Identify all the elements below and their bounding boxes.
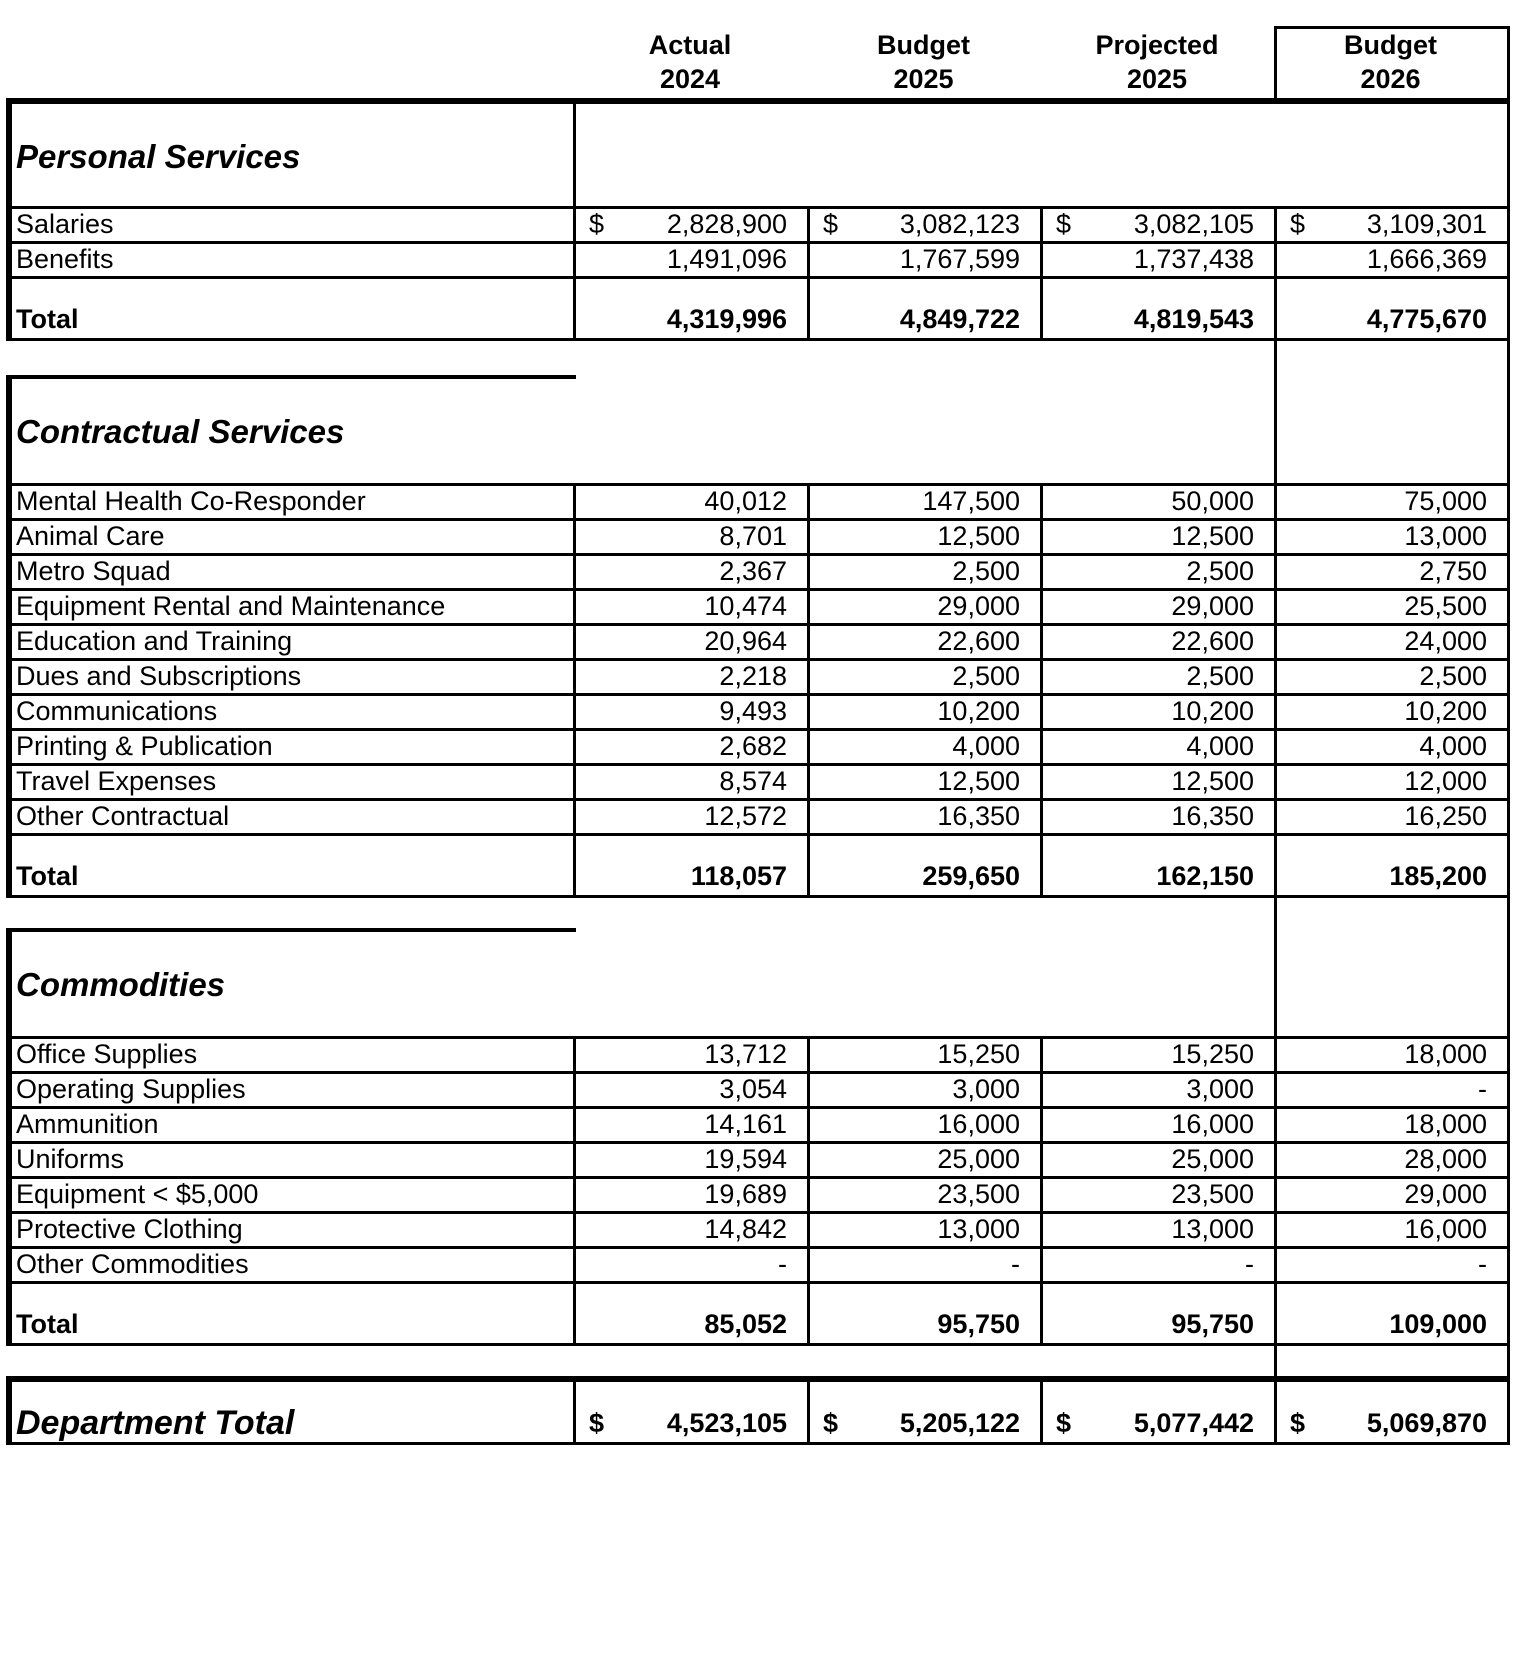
cell-value: 3,109,301	[1366, 209, 1487, 239]
cell-value: 2,218	[719, 661, 787, 691]
cell-value: 75,000	[1404, 486, 1487, 516]
column-divider	[1040, 1376, 1043, 1445]
column-header-label: Projected	[1095, 30, 1219, 60]
department-total-value: 5,069,870	[1366, 1408, 1487, 1438]
cell-value: 4,000	[1419, 731, 1487, 761]
cell-value: -	[1478, 1074, 1487, 1104]
section-title: Personal Services	[16, 138, 301, 175]
column-divider	[573, 98, 576, 341]
right-border	[1507, 888, 1510, 1346]
left-border	[6, 98, 12, 341]
cell-value: 2,367	[719, 556, 787, 586]
cell-value: 12,572	[704, 801, 787, 831]
total-label: Total	[16, 861, 79, 891]
cell-value: 3,082,105	[1133, 209, 1254, 239]
total-value: 4,849,722	[899, 304, 1020, 334]
cell-value: 147,500	[922, 486, 1020, 516]
cell-value: 16,350	[937, 801, 1020, 831]
row-label: Dues and Subscriptions	[16, 661, 302, 691]
column-divider	[1040, 483, 1043, 898]
right-border	[1507, 335, 1510, 898]
row-line	[6, 833, 1510, 836]
column-divider	[807, 483, 810, 898]
row-label: Uniforms	[16, 1144, 125, 1174]
column-divider	[1040, 1036, 1043, 1346]
left-border	[6, 375, 12, 898]
section-title: Commodities	[16, 966, 226, 1003]
cell-value: 25,000	[1171, 1144, 1254, 1174]
header-box-line	[1507, 26, 1510, 100]
cell-value: 22,600	[937, 626, 1020, 656]
cell-value: 18,000	[1404, 1109, 1487, 1139]
column-divider	[1274, 483, 1277, 898]
currency-symbol: $	[1056, 1408, 1072, 1438]
cell-value: -	[1245, 1249, 1254, 1279]
column-header-year: 2026	[1360, 64, 1421, 94]
cell-value: 10,200	[1171, 696, 1254, 726]
column-divider	[1040, 206, 1043, 341]
column-header-label: Budget	[1344, 30, 1437, 60]
header-box-line	[1274, 26, 1510, 29]
row-label: Mental Health Co-Responder	[16, 486, 366, 516]
column-header	[1276, 28, 1506, 96]
cell-value: 29,000	[1171, 591, 1254, 621]
column-header-year: 2025	[893, 64, 954, 94]
total-label: Total	[16, 304, 79, 334]
cell-value: 4,000	[1186, 731, 1254, 761]
left-border	[6, 1376, 12, 1445]
cell-value: 2,828,900	[666, 209, 787, 239]
cell-value: 2,500	[1186, 556, 1254, 586]
cell-value: 20,964	[704, 626, 787, 656]
cell-value: 2,500	[1419, 661, 1487, 691]
total-value: 4,819,543	[1133, 304, 1254, 334]
cell-value: 8,701	[719, 521, 787, 551]
cell-value: 2,500	[952, 556, 1020, 586]
row-label: Equipment Rental and Maintenance	[16, 591, 446, 621]
cell-value: 2,500	[952, 661, 1020, 691]
row-label: Office Supplies	[16, 1039, 198, 1069]
cell-value: 1,666,369	[1366, 244, 1487, 274]
cell-value: 1,491,096	[666, 244, 787, 274]
department-bottom-border	[6, 1442, 1510, 1445]
cell-value: 13,000	[937, 1214, 1020, 1244]
cell-value: 3,000	[1186, 1074, 1254, 1104]
total-label: Total	[16, 1309, 79, 1339]
column-divider	[1274, 1036, 1277, 1346]
cell-value: 2,750	[1419, 556, 1487, 586]
column-header	[1042, 28, 1272, 96]
cell-value: 12,500	[1171, 766, 1254, 796]
column-header-label: Budget	[877, 30, 970, 60]
cell-value: 40,012	[704, 486, 787, 516]
total-value: 4,319,996	[666, 304, 787, 334]
column-divider	[807, 206, 810, 341]
department-total-value: 5,205,122	[899, 1408, 1020, 1438]
total-value: 259,650	[922, 861, 1020, 891]
column-divider	[573, 1376, 576, 1445]
cell-value: 13,712	[704, 1039, 787, 1069]
row-label: Animal Care	[16, 521, 165, 551]
total-value: 95,750	[937, 1309, 1020, 1339]
row-label: Salaries	[16, 209, 114, 239]
currency-symbol: $	[1056, 209, 1072, 239]
cell-value: 10,200	[1404, 696, 1487, 726]
cell-value: -	[1478, 1249, 1487, 1279]
cell-value: 8,574	[719, 766, 787, 796]
column-divider	[1274, 338, 1277, 483]
section-bottom-border	[6, 1343, 1510, 1346]
cell-value: 18,000	[1404, 1039, 1487, 1069]
currency-symbol: $	[823, 1408, 839, 1438]
row-label: Printing & Publication	[16, 731, 273, 761]
row-label: Travel Expenses	[16, 766, 217, 796]
cell-value: 13,000	[1404, 521, 1487, 551]
column-divider	[807, 1376, 810, 1445]
row-label: Ammunition	[16, 1109, 159, 1139]
total-value: 162,150	[1156, 861, 1254, 891]
total-value: 185,200	[1389, 861, 1487, 891]
currency-symbol: $	[1290, 1408, 1306, 1438]
row-label: Other Commodities	[16, 1249, 249, 1279]
cell-value: -	[1011, 1249, 1020, 1279]
cell-value: 24,000	[1404, 626, 1487, 656]
total-value: 95,750	[1171, 1309, 1254, 1339]
cell-value: 12,000	[1404, 766, 1487, 796]
column-divider	[1274, 895, 1277, 1036]
section-title: Contractual Services	[16, 413, 345, 450]
total-value: 109,000	[1389, 1309, 1487, 1339]
row-label: Operating Supplies	[16, 1074, 246, 1104]
cell-value: 15,250	[1171, 1039, 1254, 1069]
cell-value: 3,000	[952, 1074, 1020, 1104]
column-divider	[573, 483, 576, 898]
row-label: Other Contractual	[16, 801, 230, 831]
cell-value: 16,000	[937, 1109, 1020, 1139]
row-label: Metro Squad	[16, 556, 171, 586]
column-header	[575, 28, 805, 96]
currency-symbol: $	[589, 1408, 605, 1438]
total-value: 85,052	[704, 1309, 787, 1339]
cell-value: 12,500	[937, 521, 1020, 551]
section-top-border	[6, 928, 576, 932]
currency-symbol: $	[1290, 209, 1306, 239]
column-header-label: Actual	[648, 30, 732, 60]
cell-value: 10,200	[937, 696, 1020, 726]
cell-value: 2,500	[1186, 661, 1254, 691]
right-border	[1507, 1376, 1510, 1445]
column-divider	[1274, 1376, 1277, 1445]
right-border	[1507, 98, 1510, 341]
cell-value: 15,250	[937, 1039, 1020, 1069]
cell-value: 14,161	[704, 1109, 787, 1139]
department-total-title: Department Total	[16, 1404, 295, 1442]
section-top-border	[6, 375, 576, 379]
cell-value: 3,082,123	[899, 209, 1020, 239]
cell-value: 4,000	[952, 731, 1020, 761]
cell-value: 13,000	[1171, 1214, 1254, 1244]
right-border	[1507, 1343, 1510, 1376]
cell-value: 12,500	[1171, 521, 1254, 551]
cell-value: 14,842	[704, 1214, 787, 1244]
row-label: Equipment < $5,000	[16, 1179, 259, 1209]
column-header-year: 2025	[1126, 64, 1188, 94]
cell-value: 19,689	[704, 1179, 787, 1209]
header-box-line	[1274, 26, 1277, 100]
cell-value: 16,350	[1171, 801, 1254, 831]
cell-value: 1,737,438	[1133, 244, 1254, 274]
cell-value: 29,000	[1404, 1179, 1487, 1209]
cell-value: 2,682	[719, 731, 787, 761]
cell-value: 1,767,599	[899, 244, 1020, 274]
cell-value: 10,474	[704, 591, 787, 621]
cell-value: 28,000	[1404, 1144, 1487, 1174]
cell-value: 12,500	[937, 766, 1020, 796]
cell-value: 23,500	[937, 1179, 1020, 1209]
row-line	[6, 276, 1510, 279]
cell-value: 22,600	[1171, 626, 1254, 656]
column-divider	[573, 1036, 576, 1346]
cell-value: 9,493	[719, 696, 787, 726]
cell-value: 19,594	[704, 1144, 787, 1174]
cell-value: 29,000	[937, 591, 1020, 621]
column-divider	[807, 1036, 810, 1346]
section-bottom-border	[6, 895, 1510, 898]
row-label: Protective Clothing	[16, 1214, 243, 1244]
department-total-value: 5,077,442	[1133, 1408, 1254, 1438]
row-label: Benefits	[16, 244, 114, 274]
cell-value: 3,054	[719, 1074, 787, 1104]
total-value: 118,057	[690, 861, 787, 891]
section-top-border	[6, 98, 1510, 104]
row-line	[6, 1281, 1510, 1284]
row-label: Communications	[16, 696, 218, 726]
section-bottom-border	[6, 338, 1510, 341]
column-header	[809, 28, 1039, 96]
column-header-year: 2024	[659, 64, 721, 94]
currency-symbol: $	[589, 209, 605, 239]
left-border	[6, 928, 12, 1346]
cell-value: 23,500	[1171, 1179, 1254, 1209]
column-divider	[1274, 206, 1277, 341]
department-top-border	[6, 1376, 1510, 1382]
total-value: 4,775,670	[1366, 304, 1487, 334]
row-label: Education and Training	[16, 626, 293, 656]
cell-value: 25,500	[1404, 591, 1487, 621]
cell-value: 16,250	[1404, 801, 1487, 831]
cell-value: 50,000	[1171, 486, 1254, 516]
cell-value: 16,000	[1171, 1109, 1254, 1139]
cell-value: 16,000	[1404, 1214, 1487, 1244]
column-divider	[1274, 1343, 1277, 1376]
currency-symbol: $	[823, 209, 839, 239]
cell-value: 25,000	[937, 1144, 1020, 1174]
cell-value: -	[778, 1249, 787, 1279]
department-total-value: 4,523,105	[666, 1408, 787, 1438]
